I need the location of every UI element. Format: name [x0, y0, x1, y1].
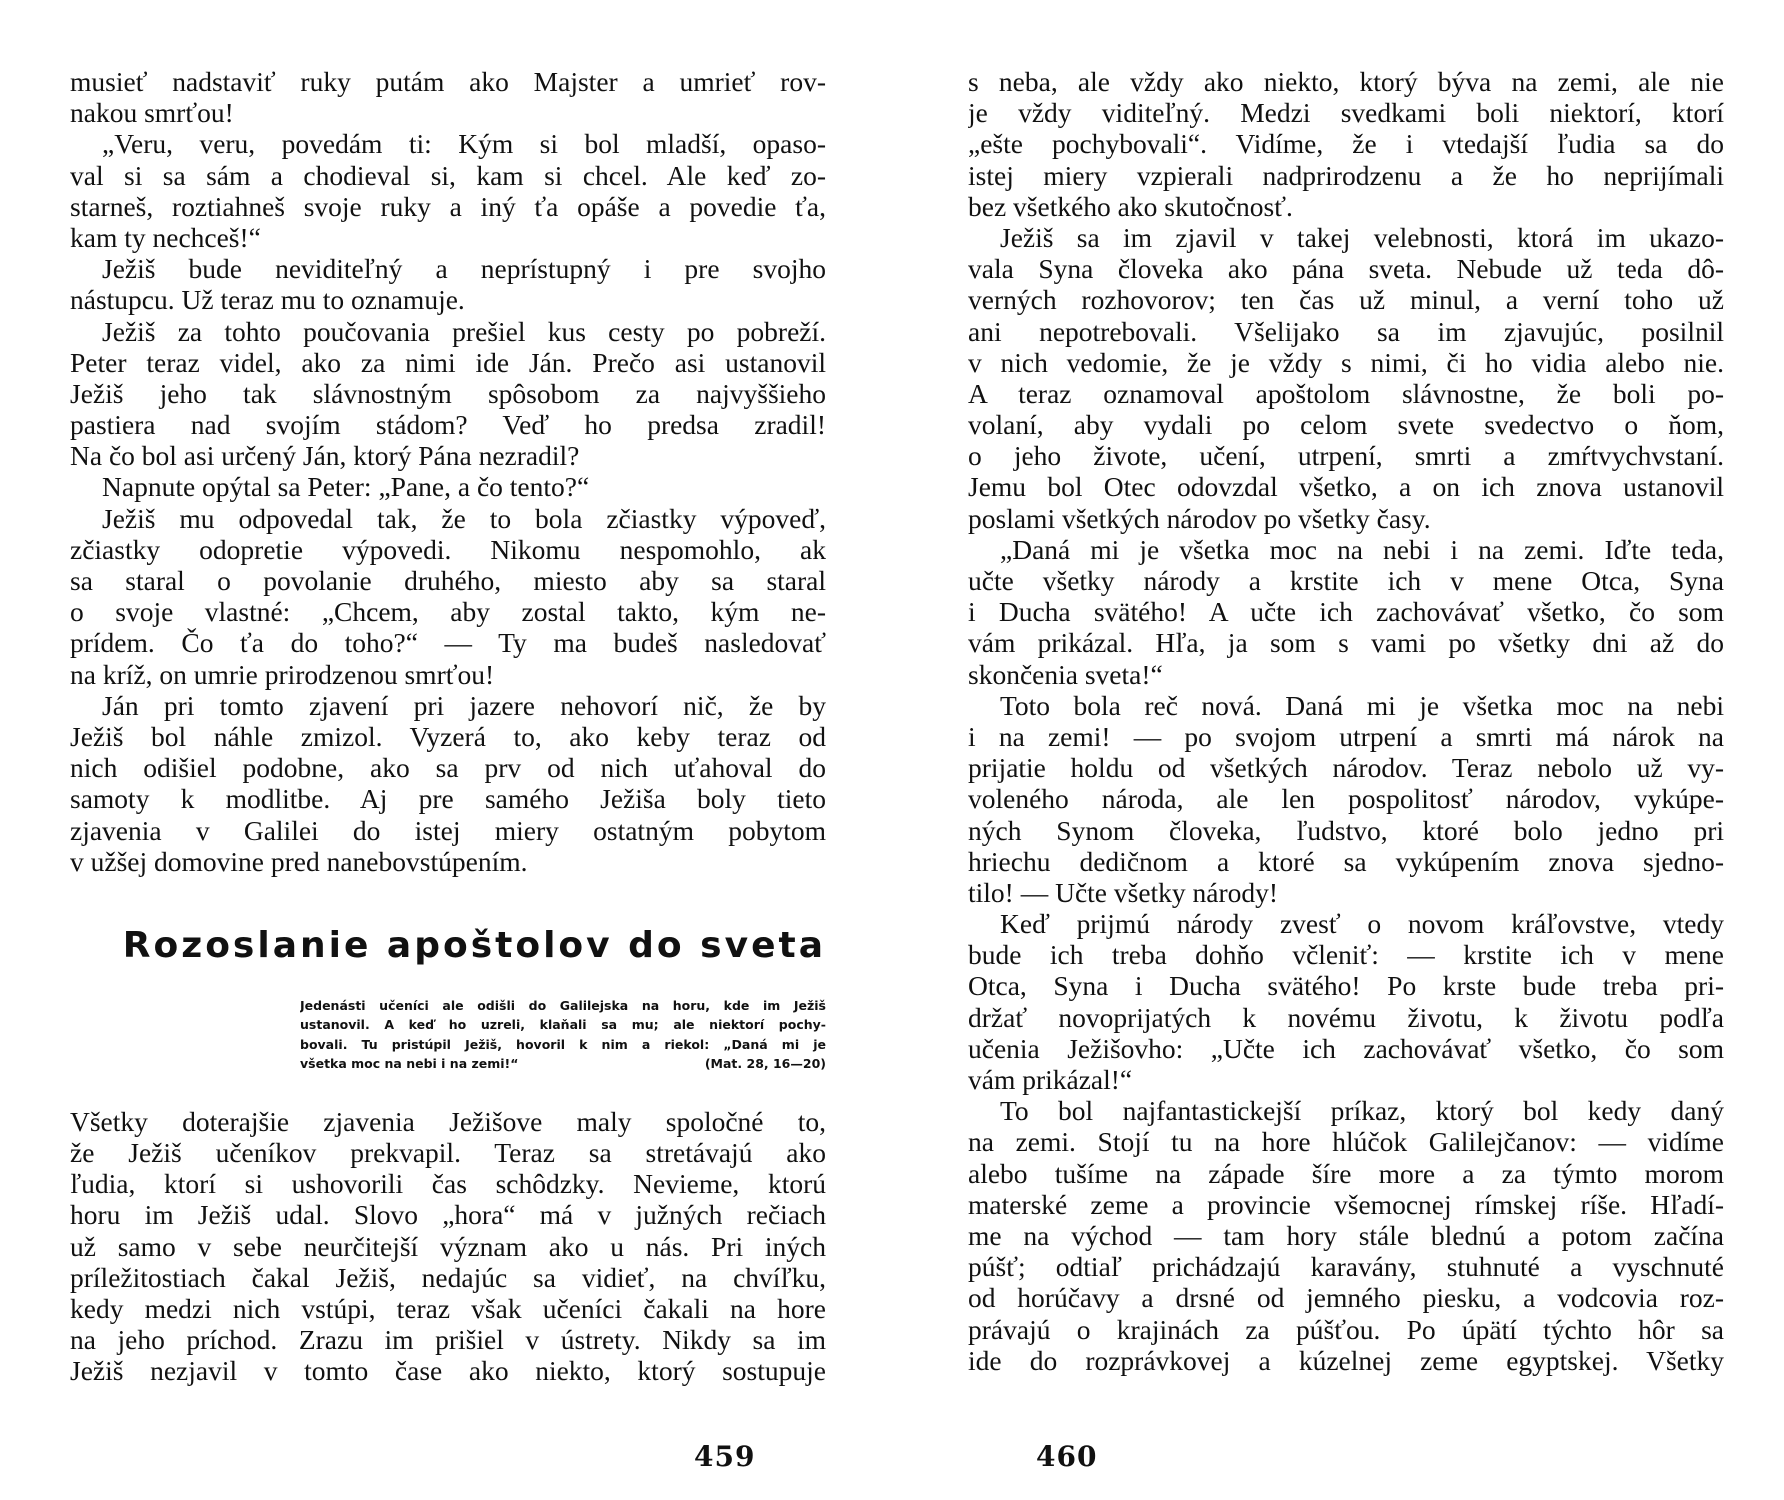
chapter-heading: Rozoslanie apoštolov do sveta [122, 924, 826, 966]
text-line: voleného národa, ale len pospolitosť národov, vykúpe- [968, 783, 1724, 815]
text-line: Ján pri tomto zjavení pri jazere nehovorí nič, že by [102, 689, 826, 721]
text-line: ani nepotrebovali. Všelijako sa im zjavujúc, posilnil [968, 315, 1724, 347]
text-line: Na čo bol asi určený Ján, ktorý Pána nezradil? [70, 440, 580, 472]
text-line: ných Synom človeka, ľudstvo, ktoré bolo jedno pri [968, 814, 1724, 846]
text-line: Ježiš jeho tak slávnostným spôsobom za najvyššieho [70, 377, 826, 409]
text-line: „Daná mi je všetka moc na nebi i na zemi. Iďte teda, [1000, 533, 1724, 565]
text-line: nástupcu. Už teraz mu to oznamuje. [70, 284, 465, 316]
text-line: istej miery vzpierali nadprirodzenu a že ho neprijímali [968, 159, 1724, 191]
text-line: pastiera nad svojím stádom? Veď ho predsa zradil! [70, 409, 826, 441]
epigraph-lines [300, 996, 826, 1055]
text-line: ide do rozprávkovej a kúzelnej zeme egyptskej. Všetky [968, 1344, 1724, 1376]
epigraph-last-line: všetka moc na nebi i na zemi!“ [300, 1056, 519, 1072]
text-line: bez všetkého ako skutočnosť. [968, 190, 1293, 222]
text-line: od horúčavy a drsné od jemného piesku, a vodcovia roz- [968, 1282, 1724, 1314]
text-line: poslami všetkých národov po všetky časy. [968, 502, 1431, 534]
text-line: samoty k modlitbe. Aj pre samého Ježiša boly tieto [70, 783, 826, 815]
text-line: zjavenia v Galilei do istej miery ostatným pobytom [70, 814, 826, 846]
text-line: už samo v sebe neurčitejší význam ako u nás. Pri iných [70, 1230, 826, 1262]
text-line: Ježiš bude neviditeľný a neprístupný i pre svojho [102, 253, 826, 285]
text-line: musieť nadstaviť ruky putám ako Majster a umrieť rov- [70, 66, 826, 97]
text-line: o jeho živote, učení, utrpení, smrti a zmŕtvychvstaní. [968, 440, 1724, 472]
text-line: prídem. Čo ťa do toho?“ — Ty ma budeš nasledovať [70, 627, 826, 659]
left-body-text [70, 1106, 826, 1387]
text-line: príležitostiach čakal Ježiš, nedajúc sa vidieť, na chvíľku, [70, 1261, 826, 1293]
text-line: Všetky doterajšie zjavenia Ježišove maly spoločné to, [70, 1105, 826, 1137]
text-line: To bol najfantastickejší príkaz, ktorý bol kedy daný [1000, 1095, 1724, 1127]
text-line: s neba, ale vždy ako niekto, ktorý býva na zemi, ale nie [968, 66, 1724, 97]
text-line: Ježiš za tohto poučovania prešiel kus cesty po pobreží. [102, 315, 826, 347]
text-line: Keď prijmú národy zvesť o novom kráľovstve, vtedy [1000, 908, 1724, 940]
text-line: vala Syna človeka ako pána sveta. Nebude už teda dô- [968, 253, 1724, 285]
epigraph-line: ustanovil. A keď ho uzreli, klaňali sa mu; ale niektorí pochy- [300, 1017, 826, 1033]
text-line: hriechu dedičnom a ktoré sa vykúpením znova sjedno- [968, 845, 1724, 877]
text-line: vám prikázal. Hľa, ja som s vami po všetky dni až do [968, 627, 1724, 659]
text-line: volaní, aby vydali po celom svete svedectvo o ňom, [968, 409, 1724, 441]
text-line: o svoje vlastné: „Chcem, aby zostal takto, kým ne- [70, 596, 826, 628]
text-line: je vždy viditeľný. Medzi svedkami boli niektorí, ktorí [968, 97, 1724, 129]
text-line: na zemi. Stojí tu na hore hlúčok Galilejčanov: — vidíme [968, 1126, 1724, 1158]
text-line: bude ich treba dohňo včleniť: — krstite ich v mene [968, 939, 1724, 971]
text-line: Jemu bol Otec odovzdal všetko, a on ich znova ustanovil [968, 471, 1724, 503]
text-line: ľudia, ktorí si ushovorili čas schôdzky. Nevieme, ktorú [70, 1168, 826, 1200]
text-line: „ešte pochybovali“. Vidíme, že i vtedajší ľudia sa do [968, 128, 1724, 160]
text-line: učenia Ježišovho: „Učte ich zachovávať všetko, čo som [968, 1032, 1724, 1064]
text-line: učte všetky národy a krstite ich v mene Otca, Syna [968, 565, 1724, 596]
text-line: púšť; odtiaľ prichádzajú karavány, stuhnuté a vyschnuté [968, 1251, 1724, 1283]
text-line: Ježiš mu odpovedal tak, že to bola zčiastky výpoveď, [102, 502, 826, 534]
page-number-left: 459 [694, 1440, 756, 1473]
text-line: verných rozhovorov; ten čas už minul, a verní toho už [968, 284, 1724, 316]
section-gap [70, 1074, 826, 1106]
text-line: Peter teraz videl, ako za nimi ide Ján. Prečo asi ustanovil [70, 346, 826, 378]
text-line: Ježiš nezjavil v tomto čase ako niekto, ktorý sostupuje [70, 1355, 826, 1387]
text-line: prijatie holdu od všetkých národov. Teraz nebolo už vy- [968, 752, 1724, 784]
text-line: horu im Ježiš udal. Slovo „hora“ má v južných rečiach [70, 1199, 826, 1231]
text-line: že Ježiš učeníkov prekvapil. Teraz sa stretávajú ako [70, 1136, 826, 1168]
text-line: skončenia sveta!“ [968, 658, 1163, 690]
left-top-text [70, 66, 826, 877]
text-line: i na zemi! — po svojom utrpení a smrti má nárok na [968, 720, 1724, 752]
epigraph [300, 996, 826, 1074]
epigraph-last-row [300, 1054, 826, 1074]
text-line: zčiastky odopretie výpovedi. Nikomu nespomohlo, ak [70, 533, 826, 565]
epigraph-line: Jedenásti učeníci ale odišli do Galilejska na horu, kde im Ježiš [300, 997, 826, 1013]
text-line: právajú o krajinách za púšťou. Po úpätí týchto hôr sa [968, 1313, 1724, 1345]
text-line: na jeho príchod. Zrazu im prišiel v ústrety. Nikdy sa im [70, 1324, 826, 1356]
text-line: Otca, Syna i Ducha svätého! Po krste bude treba pri- [968, 970, 1724, 1002]
right-page [968, 66, 1724, 1376]
left-page [70, 66, 826, 1386]
text-line: držať novoprijatých k novému životu, k životu podľa [968, 1001, 1724, 1033]
text-line: A teraz oznamoval apoštolom slávnostne, že boli po- [968, 377, 1724, 409]
epigraph-citation: (Mat. 28, 16—20) [704, 1056, 826, 1072]
text-line: kedy medzi nich vstúpi, teraz však učeníci čakali na hore [70, 1292, 826, 1324]
right-text [968, 66, 1724, 1376]
text-line: val si sa sám a chodieval si, kam si chcel. Ale keď zo- [70, 159, 826, 191]
text-line: tilo! — Učte všetky národy! [968, 876, 1279, 908]
text-line: sa staral o povolanie druhého, miesto aby sa staral [70, 565, 826, 596]
text-line: vám prikázal!“ [968, 1064, 1133, 1095]
epigraph-line: bovali. Tu pristúpil Ježiš, hovoril k nim a riekol: „Daná mi je [300, 1036, 826, 1052]
text-line: nich odišiel podobne, ako sa prv od nich uťahoval do [70, 752, 826, 784]
text-line: materské zeme a provincie všemocnej rímskej ríše. Hľadí- [968, 1188, 1724, 1220]
text-line: nakou smrťou! [70, 97, 234, 129]
text-line: v užšej domovine pred nanebovstúpením. [70, 845, 528, 877]
page-number-right: 460 [1036, 1440, 1098, 1473]
text-line: v nich vedomie, že je vždy s nimi, či ho vidia alebo nie. [968, 346, 1724, 378]
text-line: me na východ — tam hory stále blednú a potom začína [968, 1219, 1724, 1251]
text-line: i Ducha svätého! A učte ich zachovávať všetko, čo som [968, 596, 1724, 628]
text-line: Toto bola reč nová. Daná mi je všetka moc na nebi [1000, 689, 1724, 721]
text-line: Ježiš bol náhle zmizol. Vyzerá to, ako keby teraz od [70, 720, 826, 752]
text-line: starneš, roztiahneš svoje ruky a iný ťa opáše a povedie ťa, [70, 190, 826, 222]
text-line: Ježiš sa im zjavil v takej velebnosti, ktorá im ukazo- [1000, 221, 1724, 253]
text-line: na kríž, on umrie prirodzenou smrťou! [70, 658, 495, 690]
text-line: kam ty nechceš!“ [70, 221, 261, 253]
text-line: Napnute opýtal sa Peter: „Pane, a čo tento?“ [102, 471, 590, 503]
text-line: „Veru, veru, povedám ti: Kým si bol mladší, opaso- [102, 128, 826, 160]
text-line: alebo tušíme na západe šíre more a za týmto morom [968, 1157, 1724, 1189]
